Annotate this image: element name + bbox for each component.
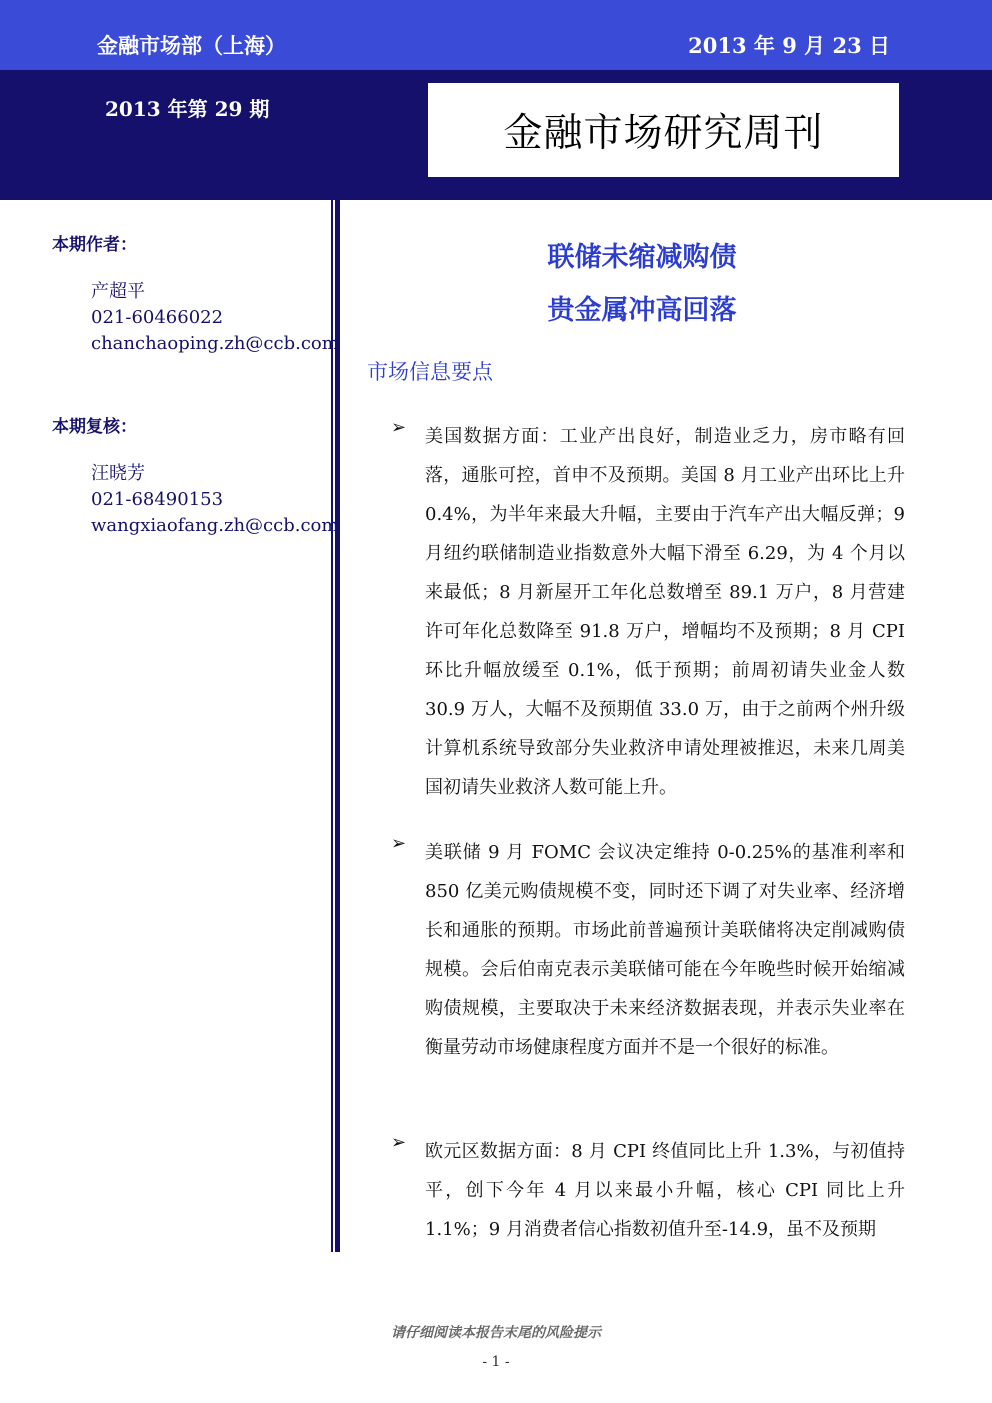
bullet-text: 欧元区数据方面：8 月 CPI 终值同比上升 1.3%，与初值持平，创下今年 4 月以来最小升幅，核心 CPI 同比上升 1.1%；9 月消费者信心指数初值升至-14.9，虽不及预期: [425, 1141, 905, 1240]
author-label: 本期作者：: [52, 235, 137, 255]
bullet-item: [367, 833, 907, 1067]
report-date: 2013 年 9 月 23 日: [688, 33, 890, 58]
issue-number: 2013 年第 29 期: [105, 97, 270, 121]
reviewer-phone: 021-68490153: [91, 489, 224, 510]
top-bar: [0, 0, 992, 70]
arrow-bullet-icon: ➢: [391, 1132, 407, 1153]
column-divider-thick: [335, 200, 340, 1252]
header-band: [0, 70, 992, 200]
column-divider-thin: [331, 200, 333, 1252]
publication-title: 金融市场研究周刊: [503, 111, 824, 156]
bullet-item: [367, 1132, 907, 1249]
headline-line-2: 贵金属冲高回落: [547, 295, 737, 326]
section-title: 市场信息要点: [367, 360, 493, 384]
bullet-text: 美联储 9 月 FOMC 会议决定维持 0-0.25%的基准利率和 850 亿美元购债规模不变，同时还下调了对失业率、经济增长和通胀的预期。市场此前普遍预计美联储将决定削减购债规模。会后伯南克表示美联储可能在今年晚些时候开始缩减购债规模，主要取决于未来经济数据表现，并表示失业率在衡量劳动市场健康程度方面并不是一个很好的标准。: [425, 842, 905, 1058]
reviewer-name: 汪晓芳: [91, 463, 145, 484]
author-email[interactable]: chanchaoping.zh@ccb.com: [91, 333, 339, 354]
arrow-bullet-icon: ➢: [391, 833, 407, 854]
bullet-item: [367, 417, 907, 807]
risk-warning-note: 请仔细阅读本报告末尾的风险提示: [391, 1325, 601, 1341]
arrow-bullet-icon: ➢: [391, 417, 407, 438]
headline-line-1: 联储未缩减购债: [547, 242, 737, 273]
bullet-text: 美国数据方面：工业产出良好，制造业乏力，房市略有回落，通胀可控，首申不及预期。美国 8 月工业产出环比上升 0.4%，为半年来最大升幅，主要由于汽车产出大幅反弹；9 月纽约联储制造业指数意外大幅下滑至 6.29，为 4 个月以来最低；8 月新屋开工年化总数增至 89.1 万户，8 月营建许可年化总数降至 91.8 万户，增幅均不及预期；8 月 CPI 环比升幅放缓至 0.1%，低于预期；前周初请失业金人数 30.9 万人，大幅不及预期值 33.0 万，由于之前两个州升级计算机系统导致部分失业救济申请处理被推迟，未来几周美国初请失业救济人数可能上升。: [425, 426, 905, 798]
author-phone: 021-60466022: [91, 307, 224, 328]
reviewer-email[interactable]: wangxiaofang.zh@ccb.com: [91, 515, 339, 536]
title-box: [428, 83, 899, 177]
department-name: 金融市场部（上海）: [97, 33, 286, 58]
author-name: 产超平: [91, 281, 145, 302]
reviewer-label: 本期复核：: [52, 417, 137, 437]
page-number: - 1 -: [482, 1354, 510, 1370]
